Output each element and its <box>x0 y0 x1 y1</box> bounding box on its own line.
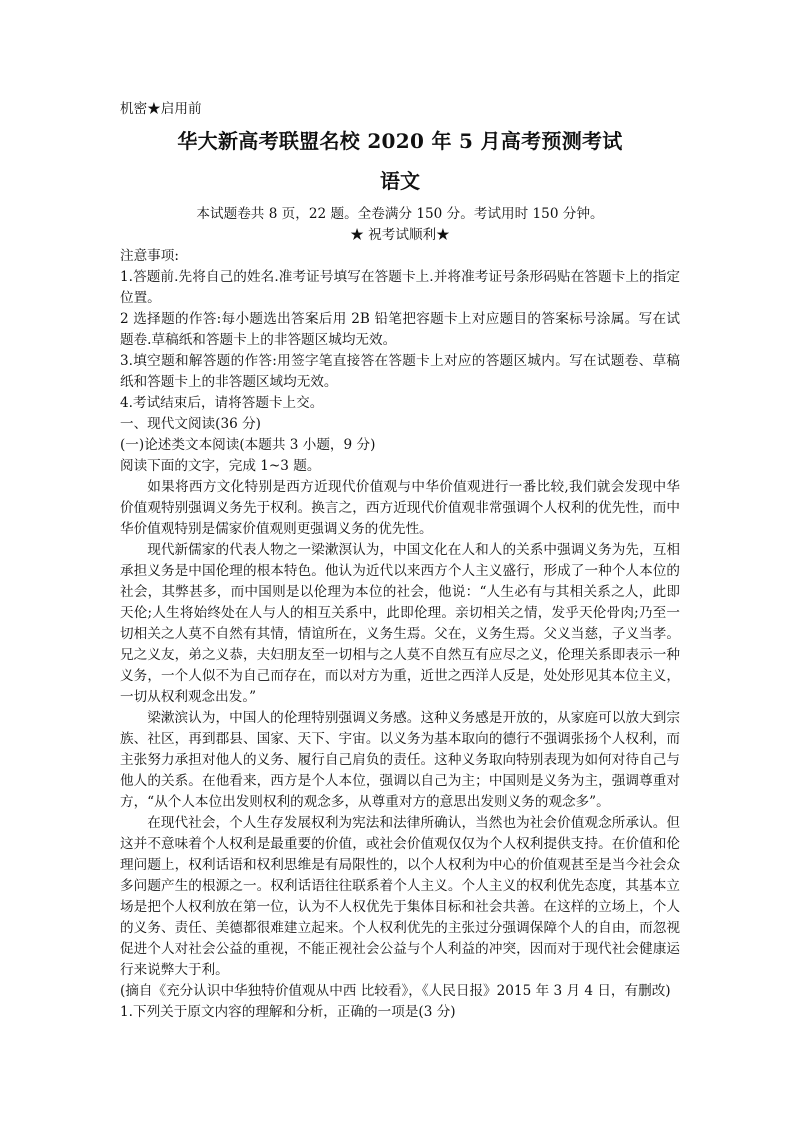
part-one-heading: 一、现代文阅读(36 分) <box>120 416 261 432</box>
notice-heading: 注意事项: <box>120 248 179 264</box>
secret-mark: 机密★启用前 <box>120 101 202 117</box>
notice-item: 3.填空题和解答题的作答:用签字笔直接答在答题卡上对应的答题区城内。写在试题卷、草稿纸和答题卡上的非答题区域均无效。 <box>120 353 680 390</box>
notice-block <box>120 246 680 414</box>
notice-item: 1.答题前.先将自己的姓名.准考证号填写在答题卡上.并将准考证号条形码贴在答题卡上的指定位置。 <box>120 269 680 306</box>
passage-source: (摘自《充分认识中华独特价值观从中西 比较看》，《人民日报》2015 年 3 月 4 日，有删改) <box>120 983 671 999</box>
sub-section-heading: (一)论述类文本阅读(本题共 3 小题，9 分) <box>120 437 376 453</box>
passage-paragraph: 如果将西方文化特别是西方近现代价值观与中华价值观进行一番比较,我们就会发现中华价值观特别强调义务先于权利。换言之，西方近现代价值观非常强调个人权利的优先性，而中华价值观特别是儒家价值观则更强调义务的优先性。 <box>120 479 680 537</box>
notice-item: 4.考试结束后，请将答题卡上交。 <box>120 395 324 411</box>
exam-wish: ★ 祝考试顺利★ <box>350 227 450 243</box>
exam-info: 本试题卷共 8 页，22 题。全卷满分 150 分。考试用时 150 分钟。 <box>196 206 604 222</box>
reading-passage <box>120 477 680 981</box>
notice-item: 2 选择题的作答:每小题选出答案后用 2B 铅笔把容题卡上对应题目的答案标号涂属。写在试题卷.草稿纸和答题卡上的非答题区城均无效。 <box>120 311 680 348</box>
page-content <box>120 100 680 1023</box>
reading-instruction: 阅读下面的文字，完成 1~3 题。 <box>120 458 321 474</box>
passage-paragraph: 在现代社会，个人生存发展权利为宪法和法律所确认，当然也为社会价值观念所承认。但这并不意味着个人权利是最重要的价值，或社会价值观仅仅为个人权利提供支持。在价值和伦理问题上，权利话语和权利思维是有局限性的，以个人权利为中心的价值观甚至是当今社会众多问题产生的根源之一。权利话语往往联系着个人主义。个人主义的权利优先态度，其基本立场是把个人权利放在第一位，认为不人权优先于集体目标和社会共善。在这样的立场上，个人的义务、责任、美德都很难建立起来。个人权利优先的主张过分强调保障个人的自由，而忽视促进个人对社会公益的重视，不能正视社会公益与个人利益的冲突，因而对于现代社会健康运行来说弊大于利。 <box>120 815 680 978</box>
subject-title: 语文 <box>380 169 420 193</box>
exam-title: 华大新高考联盟名校 2020 年 5 月高考预测考试 <box>177 129 623 153</box>
passage-paragraph: 现代新儒家的代表人物之一梁漱溟认为，中国文化在人和人的关系中强调义务为先，互相承担义务是中国伦理的根本特色。他认为近代以来西方个人主义盛行，形成了一种个人本位的社会，其弊甚多，而中国则是以伦理为本位的社会，他说：“人生必有与其相关系之人，此即天伦;人生将始终处在人与人的相互关系中，此即伦理。亲切相关之情，发乎天伦骨肉;乃至一切相关之人莫不自然有其情，情谊所在，义务生焉。父在，义务生焉。父义当慈，子义当孝。兄之义友，弟之义恭，夫妇朋友至一切相与之人莫不自然互有应尽之义，伦理关系即表示一种义务，一个人似不为自己而存在，而以对方为重，近世之西洋人反是，处处形见其本位主义，一切从权利观念出发。” <box>120 542 680 705</box>
question-one: 1.下列关于原文内容的理解和分析，正确的一项是(3 分) <box>120 1004 456 1020</box>
passage-paragraph: 梁漱滨认为，中国人的伦理特别强调义务感。这种义务感是开放的，从家庭可以放大到宗族、社区，再到郡县、国家、天下、宇宙。以义务为基本取向的德行不强调张扬个人权利，而主张努力承担对他人的义务、履行自己肩负的责任。这种义务取向特别表现为如何对待自己与他人的关系。在他看来，西方是个人本位，强调以自己为主；中国则是义务为主，强调尊重对方，“从个人本位出发则权利的观念多，从尊重对方的意思出发则义务的观念多”。 <box>120 710 680 810</box>
